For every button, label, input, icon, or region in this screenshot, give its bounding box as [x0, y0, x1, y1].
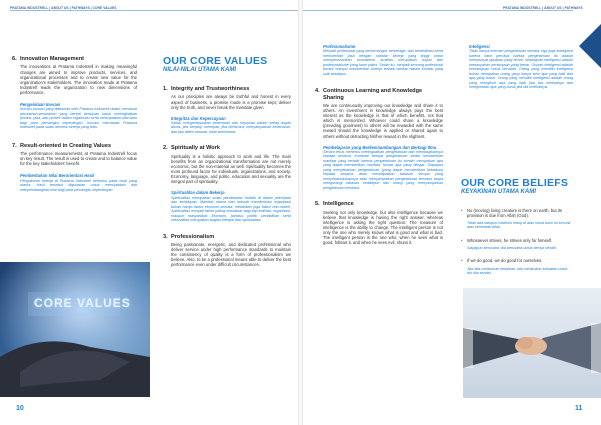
- right-page: [303, 0, 601, 425]
- left-column: [12, 56, 137, 192]
- section-4-heading: 4. Continuous Learning and Knowledge Sharing: [315, 88, 423, 101]
- section-1-translation: Selalu mengedepankan kebenaran dan kejujuran dalam setiap aspek bisnis, jika berjanji, menepati, jika berbicara, menyampaikan kebenaran, dan jika diberi amanat, tidak berkhianat.: [171, 120, 291, 134]
- section-4-translation: Secara terus menerus meningkatkan pengetahuan dan membagikannya kepada sesama. Investasi berupa pengetahuan selalu memberikan manfaat yang terbaik karena pengetahuan itu sendiri merupakan apa yang dapat memberikan manfaat, bukan apa yang diingat. Siapapun yang menyebarkan pengetahuan (yang dapat memberikan kebaikan) kepada sesama akan mendapatkan balasan serupa yang menyebarluaskannya atau menyampaikan pengetahuan tersebut tanpa mengurangi balasan sedikitpun dari orang yang menyampaikan pengetahuan tersebut.: [323, 149, 443, 190]
- professionalism-translation: Menjadi profesional yang bersemangat, bertenaga, dan berdedikasi serta memberikan jasa dengan standar kinerja yang tinggi untuk mempertahankan konsistensi kualitas merupakan wujud dari profesionalisme yang kami yakini. Selain itu, menjadi seorang profesional berarti mampu memberikan kinerja terbaik bahkan dalam kondisi yang sulit sekalipun.: [323, 49, 443, 76]
- belief-translation: Siapapun berusaha, dia berusaha untuk dirinya sendiri.: [467, 245, 558, 250]
- corner-accent-shape: [579, 24, 601, 68]
- section-6-subtitle: Pengelolaan Inovasi: [20, 101, 61, 107]
- belief-item: • If we do good, we do good for ourselves.: [461, 258, 543, 264]
- section-1-body: As our principles are always be truthful and honest in every aspect of business, a promise made is a promise kept; deliver only the truth, and never break the mandate given.: [171, 94, 291, 110]
- section-6-heading: 6. Innovation Management: [12, 56, 85, 62]
- section-7-translation: Pengukuran kinerja di Pratama Indostrell berfokus pada hasil yang utama. Hasil tersebut digunakan untuk menciptakan dan menyeimbangkan nilai bagi para pemangku kepentingan.: [20, 178, 137, 192]
- photo-caption: CORE VALUES: [34, 296, 131, 310]
- right-page-number: 11: [575, 405, 583, 412]
- section-7-body: The performance measurements at Pratama Indostrell focus on key result. The result is used to create and to balance value for the key stakeholders' benefit.: [20, 151, 137, 167]
- right-header-rule: [303, 10, 573, 11]
- left-page-number: 10: [16, 405, 24, 412]
- section-1-subtitle: Integritas dan Kepercayaan: [171, 115, 226, 121]
- belief-item: • No (moving) living creature is there on earth, but its provision is due from Allah (God).: [461, 207, 562, 218]
- section-4-subtitle: Pembelajaran yang Berkesinambungan dan Berbagi Ilmu: [323, 144, 437, 150]
- bullet-icon: •: [461, 237, 463, 243]
- section-2-subtitle: Spiritualitas dalam Bekerja: [171, 190, 225, 196]
- core-values-photo: [0, 262, 150, 397]
- handshake-photo-graphic: [463, 288, 601, 398]
- section-6-body: The innovations at Pratama Indostrell in making meaningful changes are aimed to improve products, services, and organizational processes and to create new value for the organization's stakeholders. The innovation made at Pratama Indostrell leads the organization to new dimensions of performance.: [20, 64, 137, 95]
- professionalism-subtitle: Profesionalisme: [323, 44, 356, 49]
- core-beliefs-title: OUR CORE BELIEFS: [461, 176, 569, 189]
- intelligence-translation: Tidak hanya mencari pengetahuan semata, tapi juga inteligensi karena kami percaya bahwa pengetahuan itu adalah mempunyai jawaban yang benar, sedangkan inteligensi adalah menanyakan pertanyaan yang benar. Ukuran inteligensi adalah kemampuan untuk berubah. Orang yang memiliki inteligensi bukan merupakan orang yang hanya tahu apa yang baik dan apa yang buruk. Orang yang memiliki inteligensi adalah orang yang mengikuti apa yang baik jika dia melihatnya dan menghindari apa yang buruk jika dia melihatnya.: [469, 49, 573, 90]
- section-3-heading: 3. Professionalism: [163, 233, 215, 240]
- section-2-heading: 2. Spiritually at Work: [163, 145, 221, 152]
- intelligence-subtitle: Inteligensi: [469, 44, 490, 49]
- right-running-header: PRATAMA INDOSTRELL | ABOUT US | PATHWAYS: [503, 6, 583, 10]
- left-page: [0, 0, 298, 425]
- section-5-heading: 5. Intelligence: [315, 201, 354, 208]
- section-3-body: Being passionate, energetic, and dedicated professional who deliver service under high performance standards to maintain the consistency of quality is a form of professionalism we believe. Also, to be a professional means able to deliver the best performance even under difficult circumstances.: [171, 241, 291, 268]
- section-2-translation: Spiritualitas merupakan suatu pendekatan holistik di dalam pekerjaan dan kehidupan. Manfaat utama dari sebuah transformasi organisasi bukan hanya faktor ekonomi semata, melainkan juga faktor non-materi. Spiritualitas menjadi faktor paling mendasar bagi tiap individu, organisasi, maupun masyarakat. Ekonomi, bahasa, politik, pendidikan serta seksualitas merupakan bagian integral dari spiritualitas.: [171, 195, 291, 223]
- core-values-title: OUR CORE VALUES: [163, 55, 268, 67]
- middle-column: [163, 56, 291, 267]
- bullet-icon: •: [461, 258, 463, 264]
- left-running-header: PRATAMA INDOSTRELL | ABOUT US | PATHWAYS | CORE VALUES: [10, 6, 117, 10]
- handshake-photo: [463, 288, 601, 398]
- section-5-body: Seeking not only knowledge, but also intelligence because we believe that knowledge is having the right answer, whereas intelligence is asking the right question. The measure of intelligence is the ability to change. The intelligent person is not only the one who merely knows what is good and what is bad. The intelligent person is the one who, when he sees what is good, follows it, and when he sees evil, shuns it.: [323, 209, 443, 246]
- core-values-photo-graphic: [0, 262, 150, 397]
- belief-item: • Whosoever strives, he strives only for himself.: [461, 237, 553, 243]
- bullet-icon: •: [461, 207, 463, 213]
- section-6-translation: Inovasi-inovasi yang dilakukan oleh Pratama Indostrell dalam membuat perubahan-perubahan yang berarti bertujuan untuk meningkatkan produk, jasa, dan proses dalam organisasi serta menciptakan nilai baru bagi para pemangku kepentingan. Inovasi membawa Pratama Indostrell pada suatu dimensi kinerja yang baru.: [20, 107, 137, 130]
- left-header-rule: [10, 10, 298, 11]
- beliefs-list: [461, 208, 573, 276]
- section-7-subtitle: Pembentukan Nilai Berorientasi Hasil: [20, 173, 95, 179]
- belief-translation: Tidak ada satupun makhluk hidup di atas muka bumi ini kecuali atas kehendak Allah.: [467, 220, 571, 230]
- section-7-heading: 7. Result-oriented in Creating Values: [12, 142, 112, 149]
- core-values-subtitle: NILAI-NILAI UTAMA KAMI: [163, 67, 236, 73]
- right-column-b: [461, 44, 573, 276]
- section-1-heading: 1. Integrity and Trustworthiness: [163, 86, 250, 92]
- right-column-a: [315, 44, 443, 245]
- section-4-body: We are continuously improving our knowledge and share it to others. An investment in knowledge always pays the best interest as the knowledge is that of which benefits, not that which is memorized. Whoever could share a knowledge (providing goodness) to others will be rewarded with the same reward should the knowledge is applied or shared again to others without detracting his/her reward in the slightest.: [323, 103, 443, 139]
- core-beliefs-subtitle: KEYAKINAN UTAMA KAMI: [461, 188, 536, 195]
- belief-translation: Jika kita melakukan kebaikan, kita melakukan kebaikan untuk diri kita sendiri.: [467, 266, 568, 276]
- section-2-body: Spirituality is a holistic approach to work and life. The main benefits from an organizational transformation are not merely economic, but the non-material as well. Spirituality becomes the most profound factor for individuals, organizations, and society. Economy, language, and politic, education and sexuality are the integral part of spirituality.: [171, 153, 291, 185]
